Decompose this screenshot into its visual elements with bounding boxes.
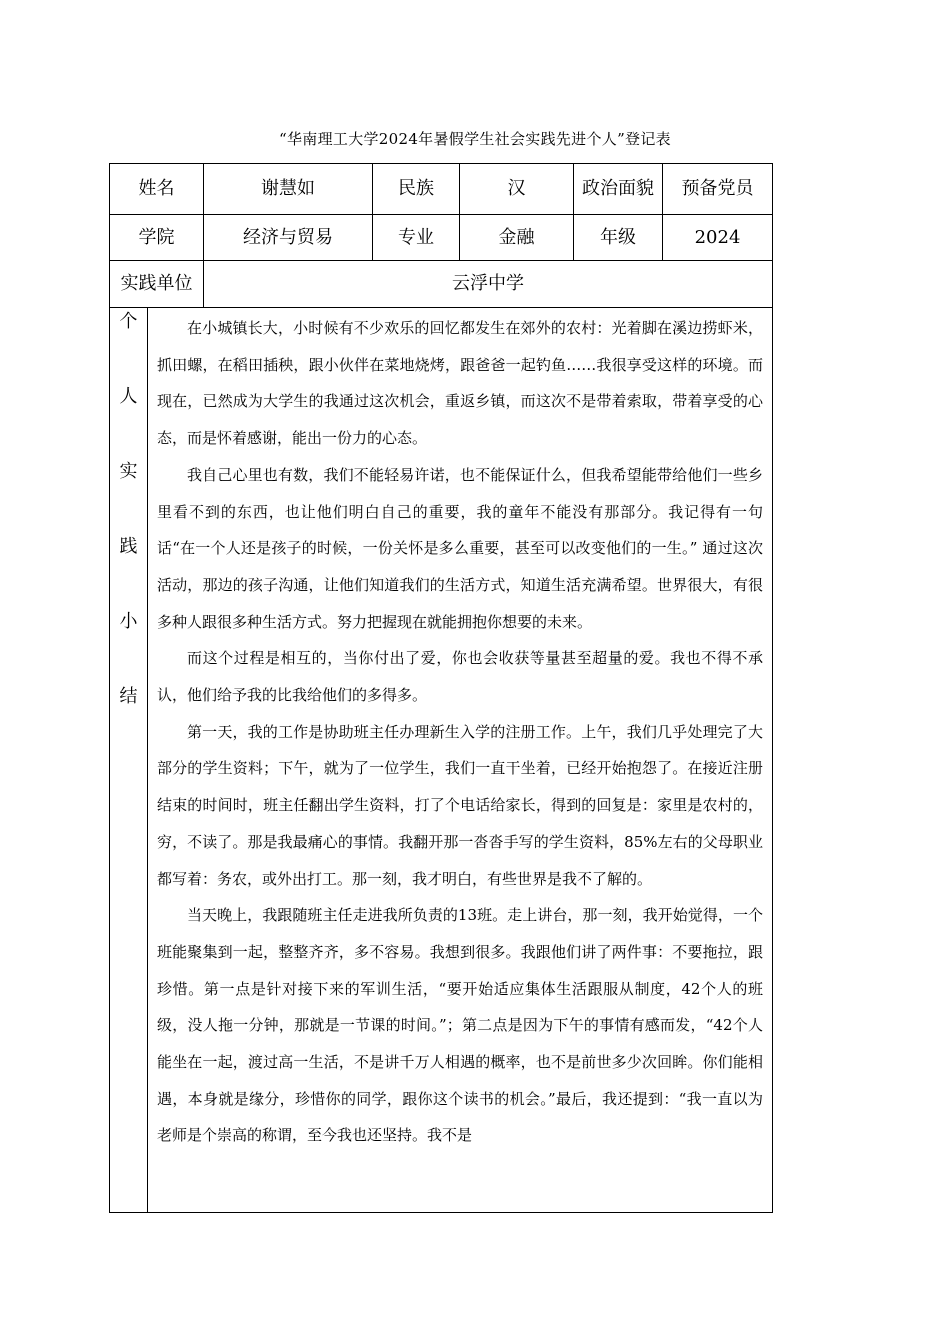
label-char: 结 [119, 686, 138, 707]
summary-paragraph: 在小城镇长大，小时候有不少欢乐的回忆都发生在郊外的农村：光着脚在溪边捞虾米，抓田螺，在稻田插秧，跟小伙伴在菜地烧烤，跟爸爸一起钓鱼……我很享受这样的环境。而现在，已然成为大学生的我通过这次机会，重返乡镇，而这次不是带着索取，带着享受的心态，而是怀着感谢，能出一份力的心态。 [157, 319, 763, 448]
name-value: 谢慧如 [261, 178, 315, 199]
summary-paragraph: 第一天，我的工作是协助班主任办理新生入学的注册工作。上午，我们几乎处理完了大部分的学生资料；下午，就为了一位学生，我们一直干坐着，已经开始抱怨了。在接近注册结束的时间时，班主任翻出学生资料，打了个电话给家长，得到的回复是：家里是农村的，穷，不读了。那是我最痛心的事情。我翻开那一沓沓手写的学生资料，85%左右的父母职业都写着：务农，或外出打工。那一刻，我才明白，有些世界是我不了解的。 [157, 722, 763, 888]
ethnicity-label: 民族 [398, 178, 434, 199]
label-char: 人 [119, 386, 138, 407]
college-label: 学院 [138, 226, 175, 248]
political-status-value: 预备党员 [681, 178, 754, 199]
summary-paragraph: 而这个过程是相互的，当你付出了爱，你也会收获等量甚至超量的爱。我也不得不承认，他们给予我的比我给他们的多得多。 [157, 649, 763, 705]
summary-paragraph: 我自己心里也有数，我们不能轻易许诺，也不能保证什么，但我希望能带给他们一些乡里看不到的东西，也让他们明白自己的重要，我的童年不能没有那部分。我记得有一句话“在一个人还是孩子的时候，一份关怀是多么重要，甚至可以改变他们的一生。” 通过这次活动，那边的孩子沟通，让他们知道我们的生活方式，知道生活充满希望。世界很大，有很多种人跟很多种生活方式。努力把握现在就能拥抱你想要的未来。 [157, 465, 763, 631]
college-value: 经济与贸易 [243, 226, 333, 248]
practice-unit-label: 实践单位 [120, 273, 193, 294]
major-value: 金融 [498, 226, 535, 248]
grade-label: 年级 [600, 226, 636, 248]
label-char: 实 [119, 461, 138, 482]
form-title: “华南理工大学2024年暑假学生社会实践先进个人”登记表 [279, 130, 671, 148]
major-label: 专业 [398, 226, 434, 248]
practice-unit-value: 云浮中学 [452, 273, 524, 294]
label-char: 小 [119, 611, 138, 632]
political-status-label: 政治面貌 [582, 178, 654, 199]
label-char: 践 [119, 536, 138, 557]
grade-value: 2024 [694, 226, 741, 248]
personal-summary-text [147, 308, 773, 1213]
summary-paragraph: 当天晚上，我跟随班主任走进我所负责的13班。走上讲台，那一刻，我开始觉得，一个班能聚集到一起，整整齐齐，多不容易。我想到很多。我跟他们讲了两件事：不要拖拉，跟珍惜。第一点是针对接下来的军训生活，“要开始适应集体生活跟服从制度，42个人的班级，没人拖一分钟，那就是一节课的时间。”；第二点是因为下午的事情有感而发，“42个人能坐在一起，渡过高一生活，不是讲千万人相遇的概率，也不是前世多少次回眸。你们能相遇，本身就是缘分，珍惜你的同学，跟你这个读书的机会。”最后，我还提到：“我一直以为老师是个崇高的称谓，至今我也还坚持。我不是 [157, 906, 763, 1145]
label-char: 个 [119, 311, 138, 332]
registration-form-table [109, 163, 773, 1213]
name-label: 姓名 [138, 178, 175, 199]
ethnicity-value: 汉 [507, 178, 526, 199]
personal-summary-label [110, 308, 147, 1215]
